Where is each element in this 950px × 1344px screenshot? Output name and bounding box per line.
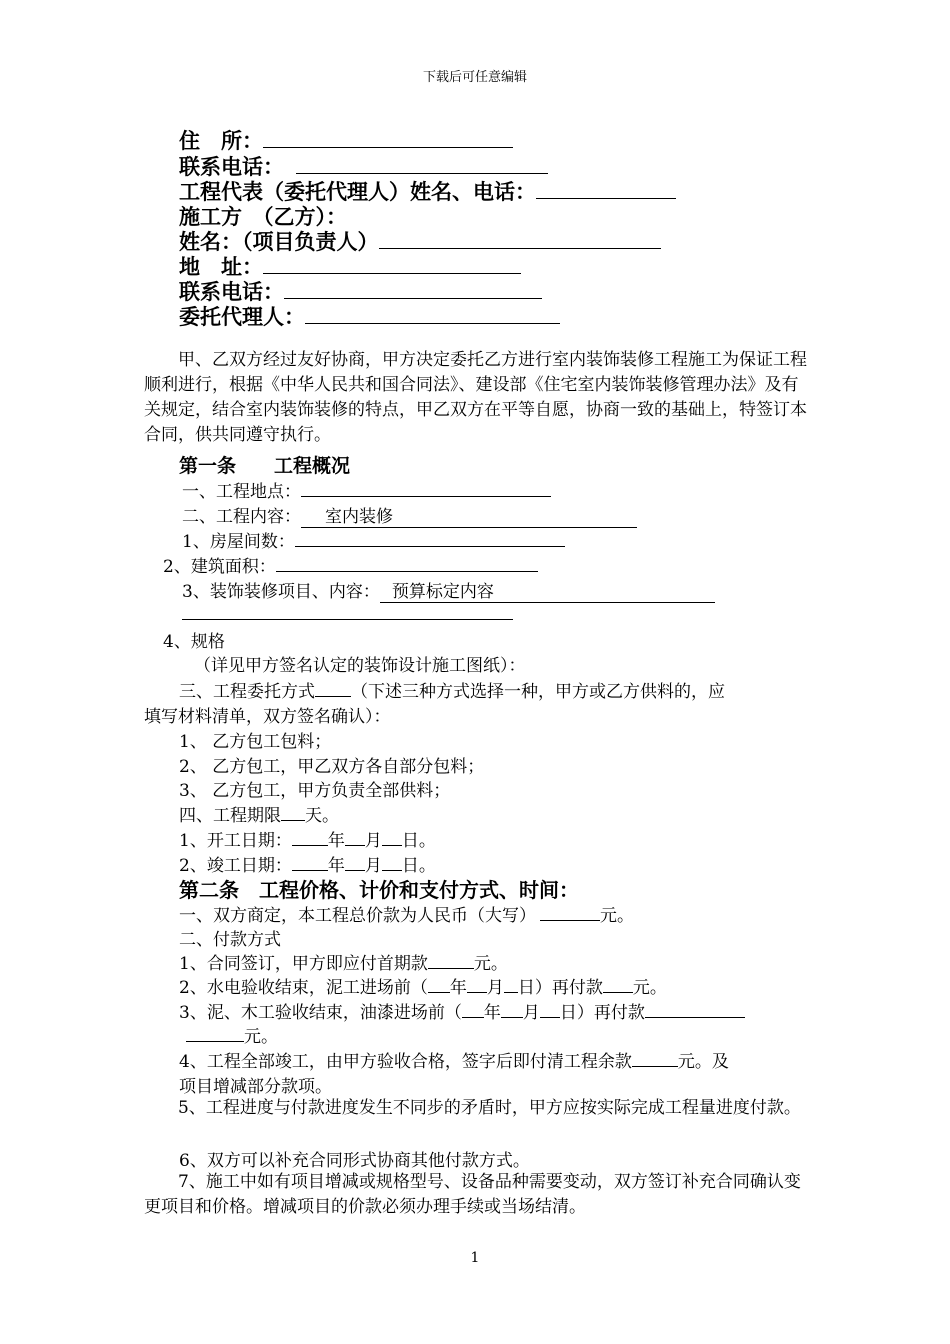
option-1: 1、 乙方包工包料； bbox=[179, 732, 332, 752]
rooms-label: 1、房屋间数： bbox=[182, 532, 295, 552]
term-suffix: 天。 bbox=[305, 806, 339, 826]
day-label: 日。 bbox=[401, 856, 436, 876]
day-label: 日。 bbox=[401, 831, 436, 851]
m-label: 月 bbox=[522, 1003, 540, 1023]
end-date-line bbox=[179, 851, 436, 876]
end-year-blank[interactable] bbox=[292, 852, 328, 871]
term-prefix: 四、工程期限 bbox=[179, 806, 281, 826]
start-day-blank[interactable] bbox=[382, 827, 402, 846]
yuan-label: 元。 bbox=[600, 906, 634, 926]
method-continuation: 填写材料清单，双方签名确认）： bbox=[144, 707, 391, 727]
rooms-blank[interactable] bbox=[295, 528, 565, 547]
rep-blank[interactable] bbox=[536, 180, 676, 199]
y-label: 年 bbox=[449, 978, 467, 998]
p1-prefix: 1、合同签订，甲方即应付首期款 bbox=[179, 954, 428, 974]
location-line bbox=[182, 477, 551, 502]
area-blank[interactable] bbox=[276, 553, 538, 572]
yuan-label: 元。 bbox=[632, 978, 667, 998]
items-value[interactable]: 预算标定内容 bbox=[380, 577, 715, 603]
year-label: 年 bbox=[327, 831, 345, 851]
agent-blank[interactable] bbox=[305, 305, 560, 324]
location-blank[interactable] bbox=[301, 478, 551, 497]
start-label: 1、开工日期： bbox=[179, 831, 292, 851]
location-label: 一、工程地点： bbox=[182, 482, 301, 502]
page-number: 1 bbox=[470, 1250, 480, 1266]
payment-5: 5、工程进度与付款进度发生不同步的矛盾时，甲方应按实际完成工程量进度付款。 bbox=[178, 1098, 801, 1118]
total-prefix: 一、双方商定，本工程总价款为人民币（大写） bbox=[179, 906, 536, 926]
payment-7: 7、施工中如有项目增减或规格型号、设备品种需要变动，双方签订补充合同确认变更项目和价格。增减项目的价款必须办理手续或当场结清。 bbox=[144, 1172, 801, 1217]
page-header: 下载后可任意编辑 bbox=[422, 70, 527, 85]
payment-3-continuation bbox=[186, 1022, 278, 1047]
content-line bbox=[182, 502, 637, 528]
month-label: 月 bbox=[364, 831, 382, 851]
content-label: 二、工程内容： bbox=[182, 507, 301, 527]
article-1-heading: 第一条 工程概况 bbox=[179, 455, 351, 477]
p3-year-blank[interactable] bbox=[462, 999, 484, 1018]
month-label: 月 bbox=[364, 856, 382, 876]
address-blank[interactable] bbox=[263, 255, 521, 274]
phone-blank[interactable] bbox=[284, 280, 542, 299]
term-blank[interactable] bbox=[281, 802, 305, 821]
yuan-label: 元。 bbox=[244, 1027, 278, 1047]
spec-note: （详见甲方签名认定的装饰设计施工图纸）： bbox=[194, 656, 526, 676]
address-blank[interactable] bbox=[263, 129, 513, 148]
p3-prefix: 3、泥、木工验收结束，油漆进场前（ bbox=[179, 1003, 462, 1023]
p2-year-blank[interactable] bbox=[428, 974, 450, 993]
start-year-blank[interactable] bbox=[292, 827, 328, 846]
p3-amount-blank[interactable] bbox=[645, 999, 745, 1018]
yuan-label: 元。 bbox=[473, 954, 508, 974]
rep-label: 工程代表（委托代理人）姓名、电话： bbox=[179, 179, 536, 204]
end-day-blank[interactable] bbox=[382, 852, 402, 871]
name-label: 姓名：（项目负责人） bbox=[179, 229, 379, 254]
rooms-line bbox=[182, 527, 565, 552]
method-suffix: （下述三种方式选择一种，甲方或乙方供料的，应 bbox=[351, 682, 725, 702]
p3-month-blank[interactable] bbox=[501, 999, 523, 1018]
payment-2-line bbox=[179, 973, 667, 998]
items-label: 3、装饰装修项目、内容： bbox=[182, 582, 380, 602]
party-b-title: 施工方 （乙方）： bbox=[179, 204, 347, 229]
method-prefix: 三、工程委托方式 bbox=[179, 682, 315, 702]
phone-blank[interactable] bbox=[296, 155, 548, 174]
d-label: 日 bbox=[517, 978, 535, 998]
party-b-agent-line bbox=[179, 301, 560, 331]
p3-mid: ）再付款 bbox=[576, 1003, 645, 1023]
payment-3-line bbox=[179, 998, 745, 1023]
p4-blank[interactable] bbox=[632, 1048, 678, 1067]
area-label: 2、建筑面积： bbox=[163, 557, 276, 577]
d-label: 日 bbox=[559, 1003, 577, 1023]
p2-month-blank[interactable] bbox=[467, 974, 487, 993]
area-line bbox=[163, 552, 538, 577]
p2-day-blank[interactable] bbox=[504, 974, 518, 993]
payment-4-continuation: 项目增减部分款项。 bbox=[179, 1077, 332, 1097]
article-2-heading: 第二条 工程价格、计价和支付方式、时间： bbox=[179, 878, 579, 902]
start-month-blank[interactable] bbox=[345, 827, 365, 846]
p3-amount-blank-2[interactable] bbox=[186, 1023, 244, 1042]
p4-suffix: 元。及 bbox=[677, 1052, 729, 1072]
term-line bbox=[179, 801, 339, 826]
phone-label: 联系电话： bbox=[179, 154, 284, 179]
agent-label: 委托代理人： bbox=[179, 304, 305, 329]
intro-paragraph: 甲、乙双方经过友好协商，甲方决定委托乙方进行室内装饰装修工程施工为保证工程顺利进行，根据《中华人民共和国合同法》、建设部《住宅室内装饰装修管理办法》及有关规定，结合室内装饰装修的特点，甲乙双方在平等自愿，协商一致的基础上，特签订本合同，供共同遵守执行。 bbox=[144, 350, 807, 445]
payment-title: 二、付款方式 bbox=[179, 930, 281, 950]
m-label: 月 bbox=[486, 978, 504, 998]
option-2: 2、 乙方包工，甲乙双方各自部分包料； bbox=[179, 757, 485, 777]
method-blank[interactable] bbox=[315, 678, 351, 697]
payment-4-line bbox=[179, 1047, 729, 1072]
end-month-blank[interactable] bbox=[345, 852, 365, 871]
p3-day-blank[interactable] bbox=[540, 999, 560, 1018]
y-label: 年 bbox=[483, 1003, 501, 1023]
payment-6: 6、双方可以补充合同形式协商其他付款方式。 bbox=[179, 1151, 530, 1171]
name-blank[interactable] bbox=[379, 230, 661, 249]
option-3: 3、 乙方包工，甲方负责全部供料； bbox=[179, 781, 451, 801]
p2-mid: ）再付款 bbox=[534, 978, 603, 998]
year-label: 年 bbox=[327, 856, 345, 876]
total-price-line bbox=[179, 901, 634, 926]
p2-prefix: 2、水电验收结束，泥工进场前（ bbox=[179, 978, 428, 998]
method-line bbox=[179, 677, 725, 702]
end-label: 2、竣工日期： bbox=[179, 856, 292, 876]
payment-1-line bbox=[179, 949, 508, 974]
content-value[interactable]: 室内装修 bbox=[301, 502, 637, 528]
address-label: 地 址： bbox=[179, 254, 263, 279]
total-blank[interactable] bbox=[540, 902, 600, 921]
address-label: 住 所： bbox=[179, 128, 263, 153]
phone-label: 联系电话： bbox=[179, 279, 284, 304]
items-blank-continuation[interactable] bbox=[182, 600, 513, 620]
start-date-line bbox=[179, 826, 436, 851]
p4-prefix: 4、工程全部竣工，由甲方验收合格，签字后即付清工程余款 bbox=[179, 1052, 632, 1072]
p1-blank[interactable] bbox=[428, 950, 474, 969]
p2-amount-blank[interactable] bbox=[603, 974, 633, 993]
spec-label: 4、规格 bbox=[163, 632, 225, 652]
